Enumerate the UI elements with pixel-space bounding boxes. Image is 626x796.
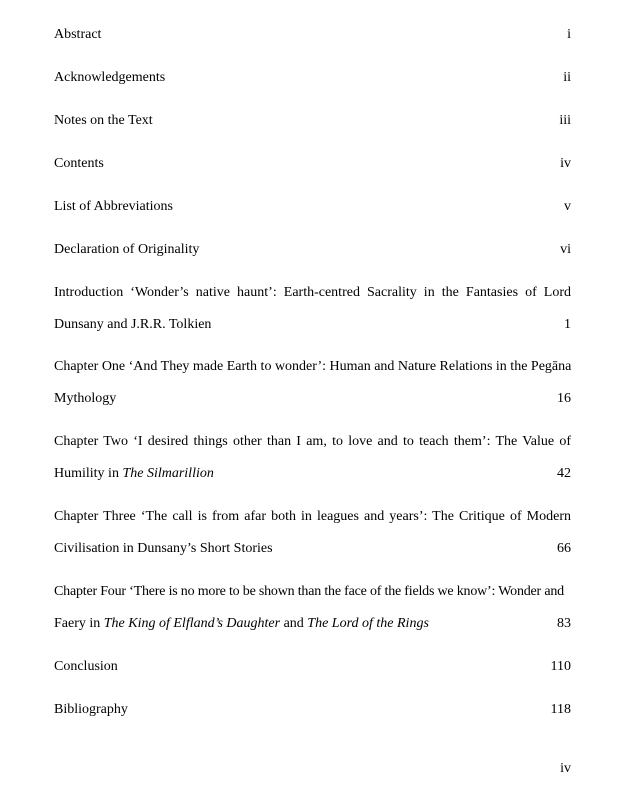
toc-entry-page: 1 <box>564 317 571 332</box>
toc-entry-abbreviations <box>54 198 571 216</box>
toc-entry-title-line2: Civilisation in Dunsany’s Short Stories <box>54 541 273 556</box>
book-title: The King of Elfland’s Daughter <box>103 616 281 631</box>
toc-entry-title-prefix: Humility in <box>54 466 123 481</box>
toc-entry-notes <box>54 112 571 130</box>
toc-entry-title-line2 <box>54 465 214 483</box>
toc-entry-title-prefix: Faery in <box>54 616 104 631</box>
page-number: iv <box>560 761 571 776</box>
book-title: The Lord of the Rings <box>307 616 429 631</box>
book-title: The Silmarillion <box>122 466 214 481</box>
toc-entry-page: vi <box>560 242 571 257</box>
toc-entry-abstract <box>54 26 571 44</box>
toc-entry-page: 83 <box>557 616 571 631</box>
toc-entry-title-line2: Mythology <box>54 391 117 406</box>
toc-entry-title-line1: Chapter Two ‘I desired things other than I am, to love and to teach them’: The Value of <box>54 434 571 449</box>
toc-entry-title: List of Abbreviations <box>54 199 173 214</box>
toc-entry-bibliography <box>54 701 571 719</box>
toc-entry-page: 16 <box>557 391 571 406</box>
toc-entry-declaration <box>54 241 571 259</box>
toc-entry-title: Contents <box>54 156 104 171</box>
toc-entry-page: i <box>567 27 571 42</box>
toc-entry-conclusion <box>54 658 571 676</box>
toc-entry-title-line2 <box>54 615 429 633</box>
toc-entry-title: Bibliography <box>54 702 128 717</box>
toc-entry-page: ii <box>563 70 571 85</box>
toc-entry-title: Acknowledgements <box>54 70 166 85</box>
toc-entry-title: Abstract <box>54 27 102 42</box>
toc-entry-page: 42 <box>557 466 571 481</box>
toc-entry-title-line1: Chapter One ‘And They made Earth to wonder’: Human and Nature Relations in the Pegāna <box>54 359 572 374</box>
toc-entry-acknowledgements <box>54 69 571 87</box>
toc-entry-title: Notes on the Text <box>54 113 153 128</box>
toc-entry-contents <box>54 155 571 173</box>
toc-entry-page: 110 <box>550 659 571 674</box>
toc-entry-page: iii <box>559 113 571 128</box>
toc-entry-title-line2: Dunsany and J.R.R. Tolkien <box>54 317 212 332</box>
toc-entry-title: Conclusion <box>54 659 118 674</box>
toc-entry-title: Declaration of Originality <box>54 242 200 257</box>
toc-entry-title-line1: Chapter Three ‘The call is from afar both in leagues and years’: The Critique of Modern <box>54 509 571 524</box>
toc-entry-page: 118 <box>550 702 571 717</box>
toc-entry-title-line1: Introduction ‘Wonder’s native haunt’: Earth-centred Sacrality in the Fantasies of Lord <box>54 285 571 300</box>
toc-entry-page: 66 <box>557 541 571 556</box>
toc-entry-title-connector: and <box>280 616 308 631</box>
toc-entry-title-line1: Chapter Four ‘There is no more to be shown than the face of the fields we know’: Wonder and <box>54 584 564 599</box>
toc-entry-page: iv <box>560 156 571 171</box>
toc-entry-page: v <box>564 199 571 214</box>
